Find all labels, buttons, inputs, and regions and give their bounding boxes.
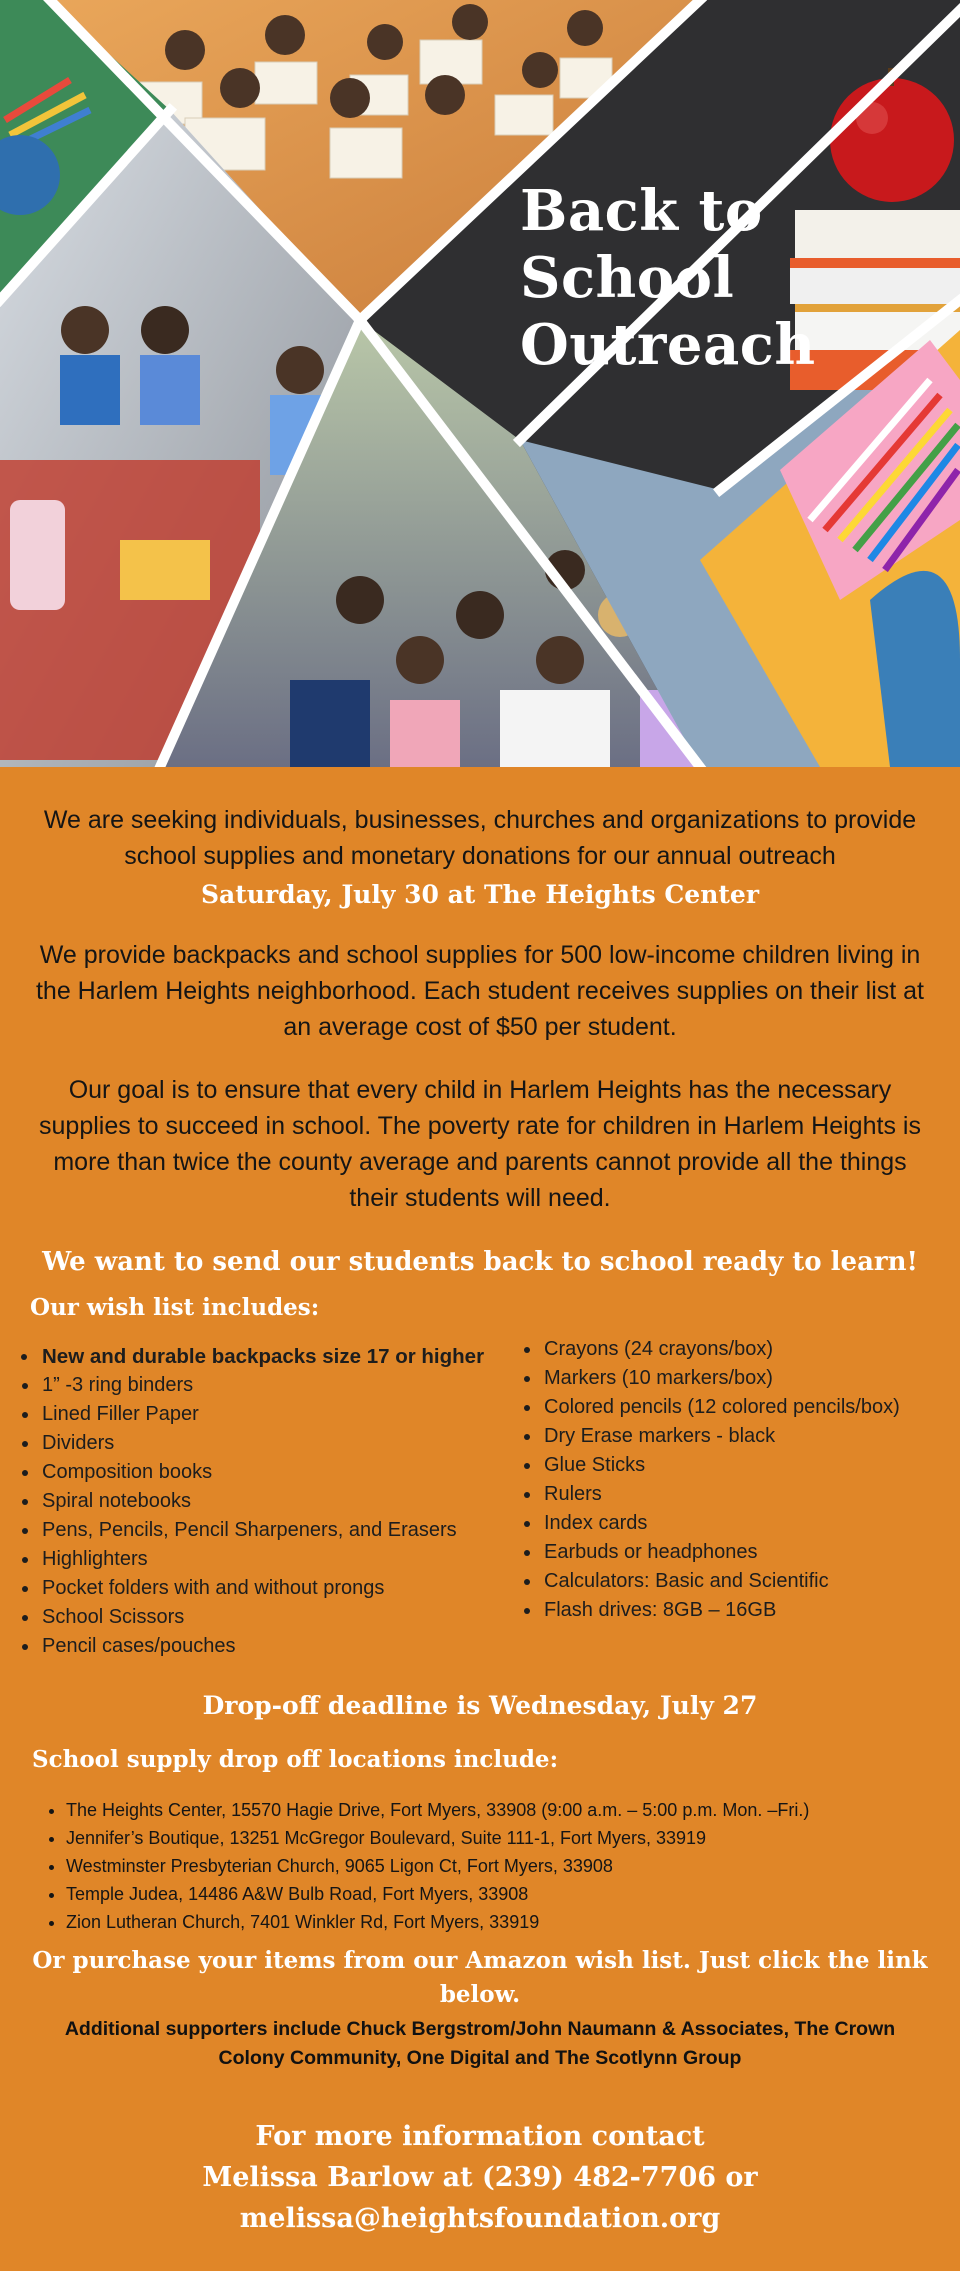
- wishlist-item: • Highlighters: [40, 1545, 540, 1574]
- wishlist-item: • 1” -3 ring binders: [40, 1371, 540, 1400]
- contact-block: [0, 2116, 960, 2239]
- wishlist-item: • Index cards: [542, 1509, 960, 1538]
- locations-heading: School supply drop off locations include:: [32, 1746, 559, 1773]
- wishlist-item: • Rulers: [542, 1480, 960, 1509]
- contact-line-2: Melissa Barlow at (239) 482-7706 or: [202, 2162, 758, 2193]
- wishlist-item: • Colored pencils (12 colored pencils/box): [542, 1393, 960, 1422]
- hero-title-line-3: Outreach: [520, 312, 816, 378]
- wishlist-item: • School Scissors: [40, 1603, 540, 1632]
- wishlist-item: • New and durable backpacks size 17 or higher: [40, 1342, 540, 1371]
- hero-collage: [0, 0, 960, 767]
- wishlist-item: • Earbuds or headphones: [542, 1538, 960, 1567]
- wishlist-item: • Flash drives: 8GB – 16GB: [542, 1596, 960, 1625]
- location-item: • Zion Lutheran Church, 7401 Winkler Rd, Fort Myers, 33919: [66, 1908, 809, 1936]
- dropoff-locations-list: [42, 1796, 809, 1936]
- hero-title-line-1: Back to: [520, 178, 763, 244]
- wishlist-item: • Calculators: Basic and Scientific: [542, 1567, 960, 1596]
- wishlist-item: • Composition books: [40, 1458, 540, 1487]
- amazon-wishlist-note: Or purchase your items from our Amazon wish list. Just click the link below.: [32, 1947, 928, 2008]
- wishlist-item: • Pocket folders with and without prongs: [40, 1574, 540, 1603]
- location-item: • Temple Judea, 14486 A&W Bulb Road, Fort Myers, 33908: [66, 1880, 809, 1908]
- wishlist-left-column: [16, 1342, 540, 1661]
- event-date-line: Saturday, July 30 at The Heights Center: [200, 880, 760, 909]
- wishlist-heading: Our wish list includes:: [30, 1294, 320, 1321]
- wishlist-item: • Pencil cases/pouches: [40, 1632, 540, 1661]
- wishlist-item: • Spiral notebooks: [40, 1487, 540, 1516]
- supporters-paragraph: Additional supporters include Chuck Bergstrom/John Naumann & Associates, The Crown Colony Community, One Digital and The Scotlynn Group: [64, 2018, 896, 2069]
- location-item: • Jennifer’s Boutique, 13251 McGregor Boulevard, Suite 111-1, Fort Myers, 33919: [66, 1824, 809, 1852]
- intro-paragraph: We are seeking individuals, businesses, churches and organizations to provide school supplies and monetary donations for our annual outreach: [43, 806, 917, 870]
- wishlist-item: • Glue Sticks: [542, 1451, 960, 1480]
- goal-paragraph: Our goal is to ensure that every child in Harlem Heights has the necessary supplies to succeed in school. The poverty rate for children in Harlem Heights is more than twice the county average and parents cannot provide all the things their students will need.: [39, 1076, 921, 1212]
- dropoff-deadline: Drop-off deadline is Wednesday, July 27: [202, 1691, 758, 1720]
- wishlist-item: • Dry Erase markers - black: [542, 1422, 960, 1451]
- location-item: • The Heights Center, 15570 Hagie Drive, Fort Myers, 33908 (9:00 a.m. – 5:00 p.m. Mon. –Fri.): [66, 1796, 809, 1824]
- wishlist-item: • Dividers: [40, 1429, 540, 1458]
- wishlist-right-column: [518, 1335, 960, 1625]
- wishlist-item: • Crayons (24 crayons/box): [542, 1335, 960, 1364]
- wishlist-item: • Pens, Pencils, Pencil Sharpeners, and Erasers: [40, 1516, 540, 1545]
- wishlist-item: • Lined Filler Paper: [40, 1400, 540, 1429]
- flyer-content: [0, 767, 960, 2271]
- program-paragraph: We provide backpacks and school supplies for 500 low-income children living in the Harlem Heights neighborhood. Each student receives supplies on their list at an average cost of $50 per student.: [35, 941, 924, 1041]
- hero-title-line-2: School: [520, 245, 735, 311]
- tagline: We want to send our students back to school ready to learn!: [42, 1247, 918, 1277]
- contact-line-1: For more information contact: [255, 2121, 705, 2152]
- location-item: • Westminster Presbyterian Church, 9065 Ligon Ct, Fort Myers, 33908: [66, 1852, 809, 1880]
- contact-email[interactable]: melissa@heightsfoundation.org: [239, 2203, 721, 2234]
- hero-title: [520, 178, 816, 379]
- hero-collage-graphic: [0, 0, 960, 767]
- wishlist-item: • Markers (10 markers/box): [542, 1364, 960, 1393]
